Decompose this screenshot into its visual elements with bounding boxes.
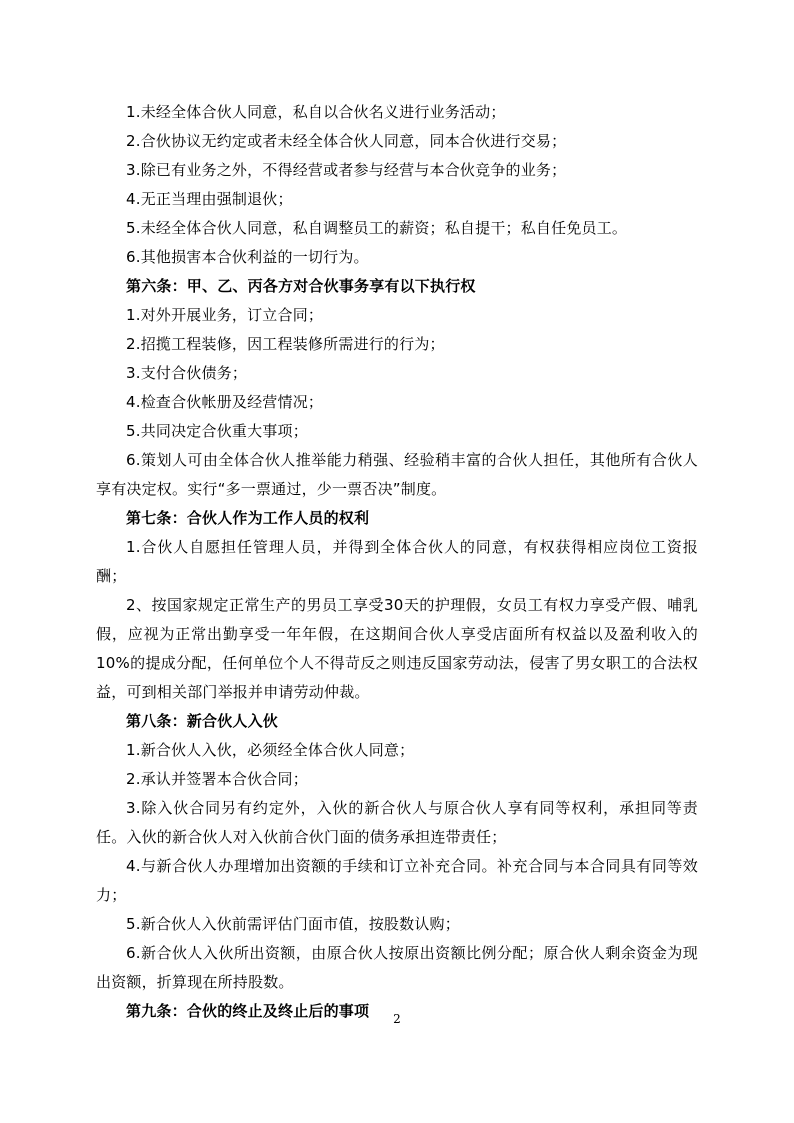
clause-item: 4.检查合伙帐册及经营情况； bbox=[126, 393, 324, 411]
clause-item: 1.合伙人自愿担任管理人员，并得到全体合伙人的同意，有权获得相应岗位工资报酬； bbox=[96, 538, 698, 585]
clause-item: 5.新合伙人入伙前需评估门面市值，按股数认购； bbox=[126, 915, 460, 933]
clause-item: 2.合伙协议无约定或者未经全体合伙人同意，同本合伙进行交易； bbox=[126, 132, 567, 150]
document-body bbox=[96, 98, 698, 1026]
article-heading: 第八条：新合伙人入伙 bbox=[126, 712, 279, 730]
clause-item: 4.无正当理由强制退伙； bbox=[126, 190, 293, 208]
clause-item: 1.新合伙人入伙，必须经全体合伙人同意； bbox=[126, 741, 415, 759]
clause-item: 6.其他损害本合伙利益的一切行为。 bbox=[126, 248, 369, 266]
page-number: 2 bbox=[393, 1012, 401, 1026]
clause-item: 5.未经全体合伙人同意，私自调整员工的薪资；私自提干；私自任免员工。 bbox=[126, 219, 628, 237]
article-heading: 第七条：合伙人作为工作人员的权利 bbox=[126, 509, 370, 527]
clause-item: 3.除已有业务之外，不得经营或者参与经营与本合伙竞争的业务； bbox=[126, 161, 567, 179]
clause-item: 2、按国家规定正常生产的男员工享受30天的护理假，女员工有权力享受产假、哺乳假，应视为正常出勤享受一年年假，在这期间合伙人享受店面所有权益以及盈利收入的10%的提成分配，任何单位个人不得苛反之则违反国家劳动法，侵害了男女职工的合法权益，可到相关部门举报并申请劳动仲裁。 bbox=[96, 596, 698, 701]
clause-item: 2.承认并签署本合伙合同； bbox=[126, 770, 308, 788]
article-heading: 第六条：甲、乙、丙各方对合伙事务享有以下执行权 bbox=[126, 277, 476, 295]
clause-item: 4.与新合伙人办理增加出资额的手续和订立补充合同。补充合同与本合同具有同等效力； bbox=[96, 857, 698, 904]
clause-item: 6.策划人可由全体合伙人推举能力稍强、经验稍丰富的合伙人担任，其他所有合伙人享有决定权。实行“多一票通过，少一票否决”制度。 bbox=[96, 451, 698, 498]
clause-item: 5.共同决定合伙重大事项； bbox=[126, 422, 308, 440]
clause-item: 3.支付合伙债务； bbox=[126, 364, 248, 382]
clause-item: 6.新合伙人入伙所出资额，由原合伙人按原出资额比例分配；原合伙人剩余资金为现出资额，折算现在所持股数。 bbox=[96, 944, 698, 991]
clause-item: 1.未经全体合伙人同意，私自以合伙名义进行业务活动； bbox=[126, 103, 506, 121]
clause-item: 1.对外开展业务，订立合同； bbox=[126, 306, 324, 324]
clause-item: 2.招揽工程装修，因工程装修所需进行的行为； bbox=[126, 335, 445, 353]
clause-item: 3.除入伙合同另有约定外，入伙的新合伙人与原合伙人享有同等权利，承担同等责任。入伙的新合伙人对入伙前合伙门面的债务承担连带责任； bbox=[96, 799, 698, 846]
article-heading: 第九条：合伙的终止及终止后的事项 bbox=[126, 1002, 370, 1020]
